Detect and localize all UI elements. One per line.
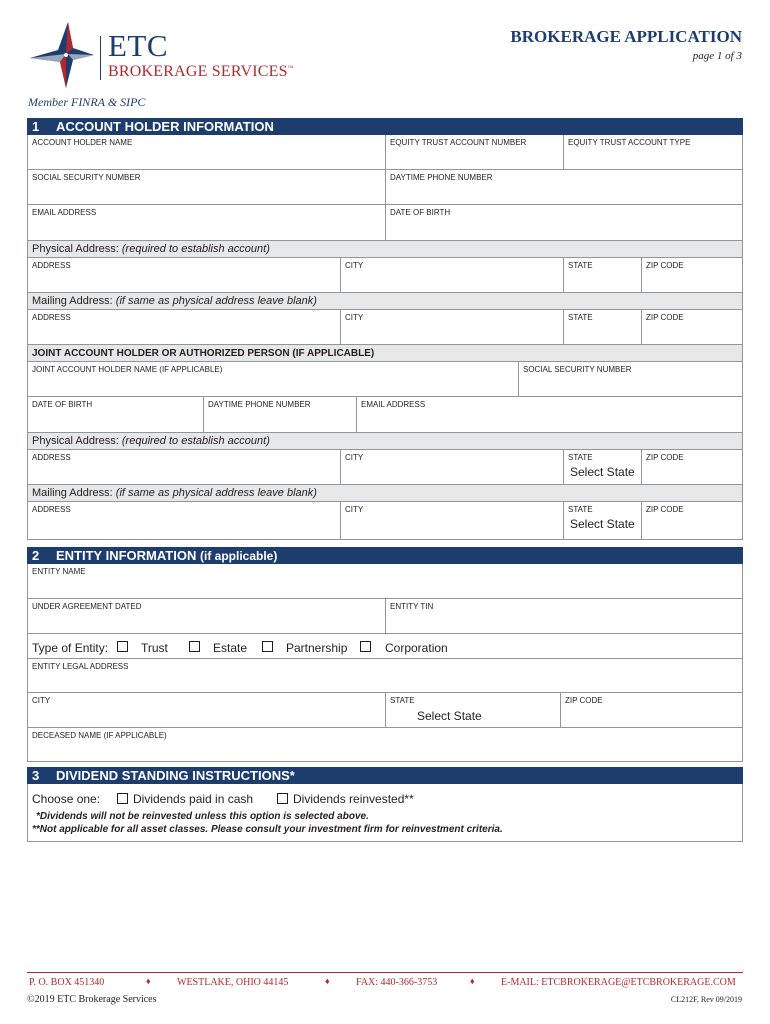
joint-account-heading: JOINT ACCOUNT HOLDER OR AUTHORIZED PERSON (IF APPLICABLE) (28, 345, 742, 362)
joint-mailing-zip-field[interactable]: ZIP CODE (641, 502, 742, 539)
joint-mailing-state-field[interactable] (563, 502, 641, 539)
joint-holder-name-field[interactable]: JOINT ACCOUNT HOLDER NAME (IF APPLICABLE) (28, 362, 518, 397)
equity-trust-account-number-field[interactable]: EQUITY TRUST ACCOUNT NUMBER (385, 135, 563, 170)
joint-physical-address-heading: Physical Address: (required to establish account) (28, 433, 742, 450)
mailing-state-field[interactable]: STATE (563, 310, 641, 345)
daytime-phone-field[interactable]: DAYTIME PHONE NUMBER (385, 170, 742, 205)
entity-state-field[interactable] (385, 693, 560, 728)
equity-trust-account-type-field[interactable]: EQUITY TRUST ACCOUNT TYPE (563, 135, 742, 170)
dividends-reinvest-checkbox[interactable] (277, 793, 288, 804)
dividend-note-1: *Dividends will not be reinvested unless this option is selected above. (36, 811, 369, 822)
email-field[interactable]: EMAIL ADDRESS (28, 205, 385, 241)
joint-phone-field[interactable]: DAYTIME PHONE NUMBER (203, 397, 356, 433)
entity-city-field[interactable]: CITY (28, 693, 385, 728)
joint-state-label: STATE (568, 453, 593, 462)
account-holder-name-field[interactable]: ACCOUNT HOLDER NAME (28, 135, 385, 170)
joint-zip-field[interactable]: ZIP CODE (641, 450, 742, 485)
dividend-note-2: **Not applicable for all asset classes. Please consult your investment firm for reinvestment criteria. (32, 824, 503, 835)
entity-legal-address-field[interactable]: ENTITY LEGAL ADDRESS (28, 659, 742, 693)
dividends-cash-label: Dividends paid in cash (133, 792, 254, 806)
joint-dob-field[interactable]: DATE OF BIRTH (28, 397, 203, 433)
entity-tin-field[interactable]: ENTITY TIN (385, 599, 742, 634)
footer-bullet-icon: ♦ (146, 976, 151, 986)
section-3-form (27, 784, 743, 842)
mailing-address-field[interactable]: ADDRESS (28, 310, 340, 345)
entity-name-field[interactable]: ENTITY NAME (28, 564, 742, 599)
entity-zip-field[interactable]: ZIP CODE (560, 693, 742, 728)
section-2-header: 2 ENTITY INFORMATION (if applicable) (27, 547, 743, 564)
form-number: CL212F, Rev 09/2019 (670, 995, 742, 1004)
joint-email-field[interactable]: EMAIL ADDRESS (356, 397, 742, 433)
joint-mailing-address-field[interactable]: ADDRESS (32, 505, 71, 514)
mailing-address-heading: Mailing Address: (if same as physical address leave blank) (28, 293, 742, 310)
partnership-checkbox[interactable] (262, 641, 273, 652)
logo-wordmark: ETC (108, 28, 169, 63)
deceased-name-field[interactable]: DECEASED NAME (IF APPLICABLE) (32, 731, 167, 740)
under-agreement-dated-field[interactable]: UNDER AGREEMENT DATED (28, 599, 385, 634)
section-1-header: 1 ACCOUNT HOLDER INFORMATION (27, 118, 743, 135)
copyright: ©2019 ETC Brokerage Services (27, 994, 157, 1005)
section-2-form (27, 564, 743, 762)
footer-email: E-MAIL: ETCBROKERAGE@ETCBROKERAGE.COM (501, 977, 736, 988)
joint-state-select[interactable]: Select State (570, 465, 635, 479)
dividends-cash-checkbox[interactable] (117, 793, 128, 804)
page-number: page 1 of 3 (692, 50, 742, 62)
joint-mailing-address-heading: Mailing Address: (if same as physical address leave blank) (28, 485, 742, 502)
ssn-field[interactable]: SOCIAL SECURITY NUMBER (28, 170, 385, 205)
partnership-label: Partnership (286, 641, 348, 655)
entity-state-select[interactable]: Select State (417, 709, 482, 723)
joint-mailing-state-select[interactable]: Select State (570, 517, 635, 531)
estate-checkbox[interactable] (189, 641, 200, 652)
zip-field[interactable]: ZIP CODE (641, 258, 742, 293)
trust-label: Trust (141, 641, 168, 655)
joint-mailing-state-label: STATE (568, 505, 593, 514)
logo-subtitle: BROKERAGE SERVICES™ (108, 63, 294, 80)
dividends-reinvest-label: Dividends reinvested** (293, 792, 414, 806)
entity-type-label: Type of Entity: (32, 641, 109, 655)
joint-state-field[interactable] (563, 450, 641, 485)
entity-state-label: STATE (390, 696, 415, 705)
section-3-header: 3 DIVIDEND STANDING INSTRUCTIONS* (27, 767, 743, 784)
footer-city: WESTLAKE, OHIO 44145 (177, 977, 289, 988)
section-1-form (27, 135, 743, 540)
choose-one-label: Choose one: (32, 792, 101, 806)
city-field[interactable]: CITY (340, 258, 563, 293)
joint-ssn-field[interactable]: SOCIAL SECURITY NUMBER (518, 362, 742, 397)
joint-address-field[interactable]: ADDRESS (28, 450, 340, 485)
page-title: BROKERAGE APPLICATION (510, 27, 742, 46)
footer-po-box: P. O. BOX 451340 (29, 977, 105, 988)
footer-bullet-icon: ♦ (325, 976, 330, 986)
joint-city-field[interactable]: CITY (340, 450, 563, 485)
trust-checkbox[interactable] (117, 641, 128, 652)
corporation-checkbox[interactable] (360, 641, 371, 652)
corporation-label: Corporation (385, 641, 448, 655)
mailing-city-field[interactable]: CITY (340, 310, 563, 345)
dob-field[interactable]: DATE OF BIRTH (385, 205, 742, 241)
address-field[interactable]: ADDRESS (28, 258, 340, 293)
state-field[interactable]: STATE (563, 258, 641, 293)
footer-bullet-icon: ♦ (470, 976, 475, 986)
member-finra-sipc: Member FINRA & SIPC (28, 95, 146, 109)
physical-address-heading: Physical Address: (required to establish account) (28, 241, 742, 258)
footer-rule (27, 972, 743, 973)
entity-type-row (28, 634, 742, 659)
etc-star-logo (26, 18, 96, 92)
joint-mailing-city-field[interactable]: CITY (340, 502, 563, 539)
logo-divider (100, 36, 101, 80)
estate-label: Estate (213, 641, 248, 655)
footer-fax: FAX: 440-366-3753 (356, 977, 438, 988)
mailing-zip-field[interactable]: ZIP CODE (641, 310, 742, 345)
